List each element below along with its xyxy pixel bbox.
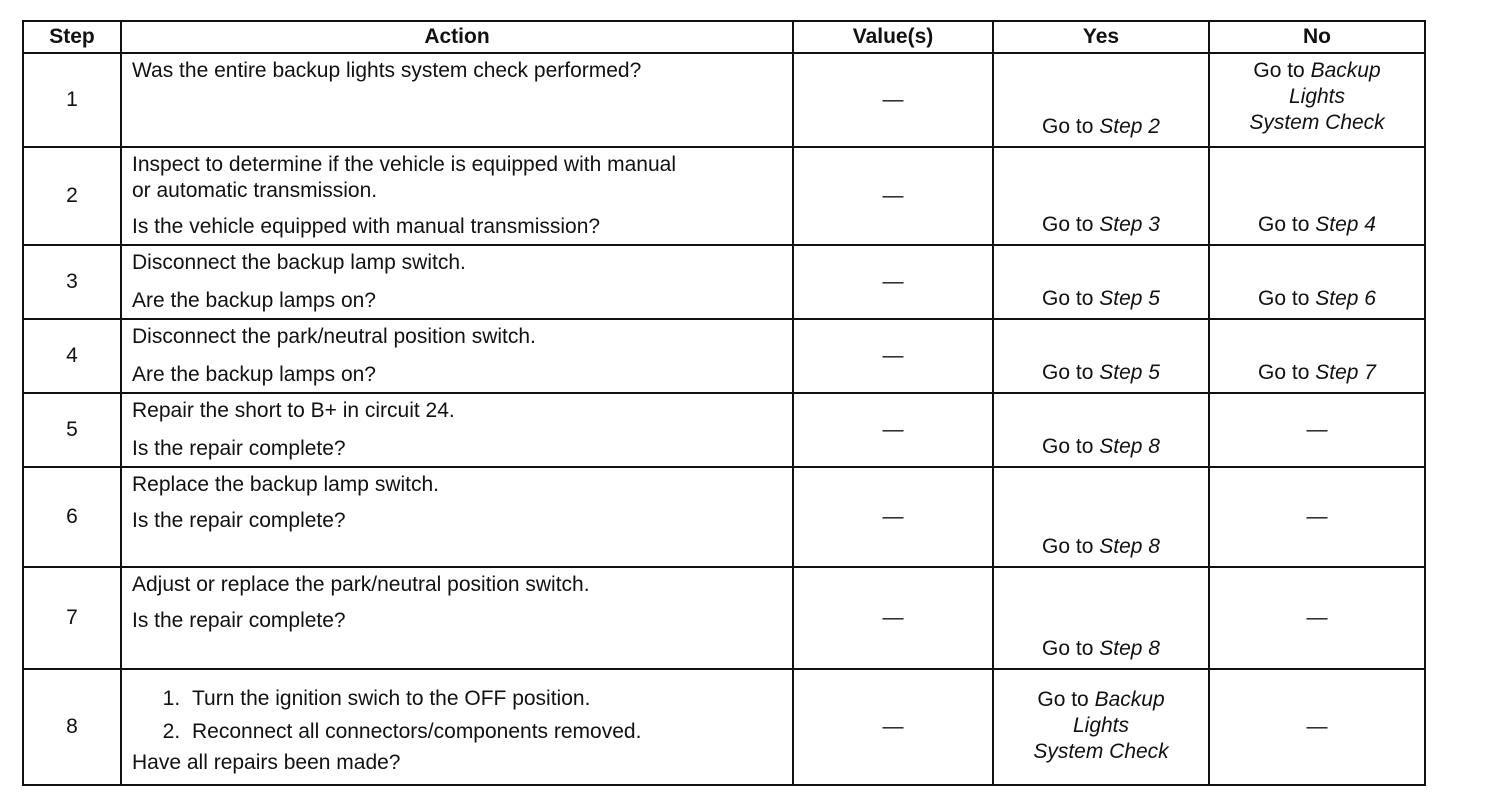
no-cell [1209,147,1425,245]
goto-target: Step 4 [1315,213,1376,236]
action-cell [121,319,793,393]
table-row [23,567,1425,669]
action-text: or automatic transmission. [132,179,378,202]
action-question: Is the repair complete? [132,437,346,460]
step-number: 6 [23,467,121,567]
value-cell: — [793,53,993,147]
step-number: 2 [23,147,121,245]
action-text: Disconnect the backup lamp switch. [132,251,466,274]
goto-prefix: Go to [1253,59,1311,82]
goto-target: Step 8 [1099,637,1160,660]
step-number: 4 [23,319,121,393]
goto-prefix: Go to [1042,535,1100,558]
action-cell [121,567,793,669]
value-cell: — [793,245,993,319]
action-cell [121,393,793,467]
table-row [23,319,1425,393]
step-number: 7 [23,567,121,669]
goto-target: Step 6 [1315,287,1376,310]
action-question: Have all repairs been made? [132,751,401,774]
action-text: Replace the backup lamp switch. [132,473,439,496]
value-cell: — [793,147,993,245]
goto-target: Backup [1094,688,1165,711]
goto-prefix: Go to [1258,213,1316,236]
action-question: Is the repair complete? [132,509,346,532]
goto-target: Backup [1310,59,1381,82]
no-cell: — [1209,467,1425,567]
yes-cell [993,147,1209,245]
table-row [23,53,1425,147]
table-row [23,147,1425,245]
yes-cell [993,319,1209,393]
table-row [23,467,1425,567]
table-row [23,669,1425,785]
goto-target: Lights [1288,85,1346,108]
header-row [23,21,1425,53]
action-cell [121,53,793,147]
action-question: Is the vehicle equipped with manual transmission? [132,215,601,238]
step-number: 8 [23,669,121,785]
action-question: Are the backup lamps on? [132,363,376,386]
goto-target: Step 2 [1099,115,1160,138]
no-cell: — [1209,669,1425,785]
action-text: Was the entire backup lights system check performed? [132,59,642,82]
yes-cell [993,53,1209,147]
goto-target: Step 3 [1099,213,1160,236]
header-values: Value(s) [793,21,993,53]
list-item: 1. Turn the ignition swich to the OFF position. [186,682,784,715]
yes-cell [993,467,1209,567]
action-text: Inspect to determine if the vehicle is equipped with manual [132,153,676,176]
step-number: 3 [23,245,121,319]
goto-target: Step 8 [1099,535,1160,558]
value-cell: — [793,567,993,669]
yes-cell [993,669,1209,785]
action-cell [121,147,793,245]
goto-prefix: Go to [1042,361,1100,384]
no-cell [1209,319,1425,393]
goto-prefix: Go to [1042,115,1100,138]
action-question: Is the repair complete? [132,609,346,632]
goto-prefix: Go to [1042,435,1100,458]
no-cell: — [1209,393,1425,467]
yes-cell [993,393,1209,467]
diagnostic-table [22,20,1426,786]
goto-prefix: Go to [1258,287,1316,310]
goto-prefix: Go to [1258,361,1316,384]
list-item: 2. Reconnect all connectors/components removed. [186,715,784,748]
action-steps-list [132,682,784,748]
value-cell: — [793,393,993,467]
goto-target: Step 7 [1315,361,1376,384]
goto-prefix: Go to [1042,637,1100,660]
goto-target: System Check [1033,740,1169,763]
yes-cell [993,245,1209,319]
table-row [23,245,1425,319]
no-cell [1209,53,1425,147]
action-text: Adjust or replace the park/neutral position switch. [132,573,590,596]
no-cell: — [1209,567,1425,669]
goto-prefix: Go to [1042,213,1100,236]
goto-target: Step 5 [1099,361,1160,384]
value-cell: — [793,319,993,393]
no-cell [1209,245,1425,319]
goto-target: System Check [1249,111,1385,134]
goto-target: Step 5 [1099,287,1160,310]
value-cell: — [793,467,993,567]
header-step: Step [23,21,121,53]
goto-target: Step 8 [1099,435,1160,458]
step-number: 5 [23,393,121,467]
goto-target: Lights [1072,714,1130,737]
header-action: Action [121,21,793,53]
header-no: No [1209,21,1425,53]
action-text: Repair the short to B+ in circuit 24. [132,399,455,422]
action-cell [121,467,793,567]
header-yes: Yes [993,21,1209,53]
goto-prefix: Go to [1042,287,1100,310]
value-cell: — [793,669,993,785]
goto-prefix: Go to [1037,688,1095,711]
step-number: 1 [23,53,121,147]
yes-cell [993,567,1209,669]
action-cell [121,669,793,785]
action-cell [121,245,793,319]
action-text: Disconnect the park/neutral position switch. [132,325,536,348]
action-question: Are the backup lamps on? [132,289,376,312]
table-row [23,393,1425,467]
